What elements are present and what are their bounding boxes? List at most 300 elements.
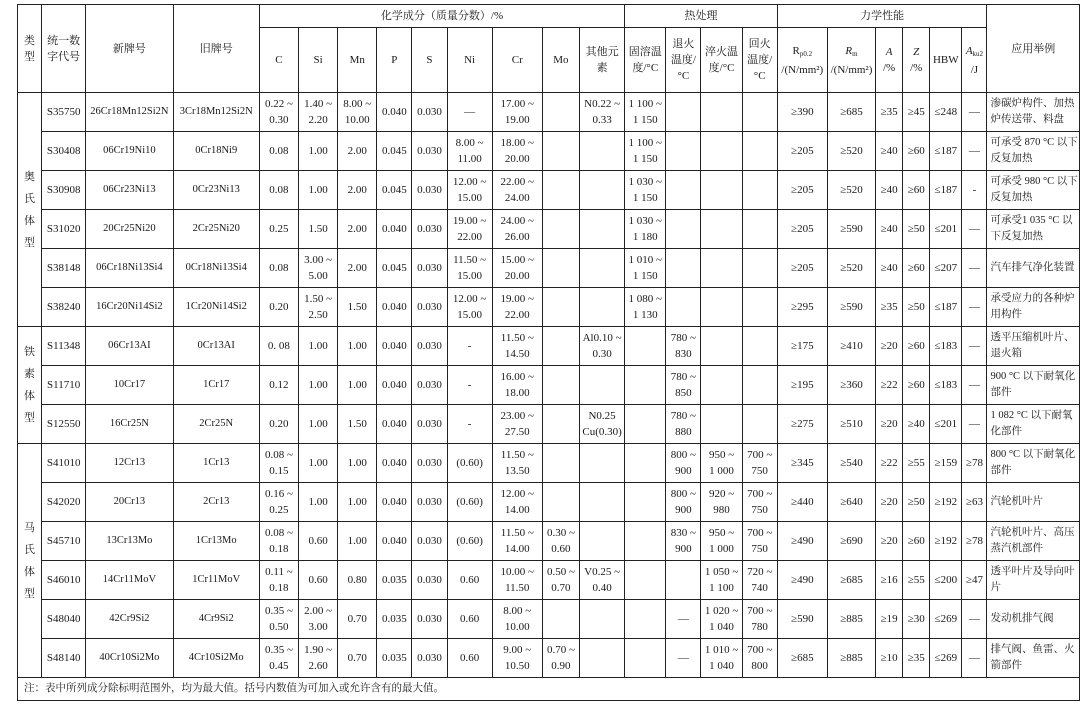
c-value: 0.16 ~ 0.25 [259,483,298,522]
hbw-value: ≤183 [930,327,962,366]
c-value: 0.22 ~ 0.30 [259,93,298,132]
other-elements-value [579,249,624,288]
steel-type-cell [18,93,42,327]
grade-code: S48140 [42,639,86,678]
s-value: 0.030 [412,288,447,327]
other-elements-value [579,366,624,405]
anneal-temp [666,210,701,249]
header-rm-symbol: R [845,44,853,57]
rm-value: ≥885 [827,639,875,678]
rp02-value: ≥275 [777,405,827,444]
rp02-value: ≥440 [777,483,827,522]
old-grade: 3Cr18Mn12Si2N [173,93,259,132]
table-row [18,561,1080,600]
mo-value [542,132,579,171]
s-value: 0.030 [412,639,447,678]
header-quench-temp: 淬火温度/°C [701,28,742,93]
anneal-temp [666,93,701,132]
p-value: 0.045 [377,132,412,171]
temper-temp: 700 ~ 800 [742,639,777,678]
cr-value: 17.00 ~ 19.00 [492,93,542,132]
other-elements-value: V0.25 ~ 0.40 [579,561,624,600]
anneal-temp: — [666,600,701,639]
rp02-value: ≥205 [777,249,827,288]
solution-temp: 1 100 ~ 1 150 [625,93,666,132]
temper-temp [742,327,777,366]
table-row [18,210,1080,249]
header-new-grade: 新牌号 [86,5,173,93]
grade-code: S45710 [42,522,86,561]
rm-value: ≥510 [827,405,875,444]
s-value: 0.030 [412,405,447,444]
mn-value: 1.00 [338,522,377,561]
header-rm [827,28,875,93]
steel-properties-document [17,4,1080,701]
mn-value: 1.50 [338,405,377,444]
temper-temp: 700 ~ 750 [742,444,777,483]
mn-value: 0.70 [338,639,377,678]
old-grade: 0Cr23Ni13 [173,171,259,210]
anneal-temp: 800 ~ 900 [666,444,701,483]
solution-temp: 1 100 ~ 1 150 [625,132,666,171]
header-solution-temp: 固溶温度/°C [625,28,666,93]
hbw-value: ≤187 [930,132,962,171]
solution-temp [625,405,666,444]
temper-temp [742,366,777,405]
c-value: 0.20 [259,288,298,327]
si-value: 1.00 [299,327,338,366]
elongation-value: ≥35 [876,288,903,327]
old-grade: 0Cr13AI [173,327,259,366]
old-grade: 1Cr13Mo [173,522,259,561]
si-value: 1.00 [299,483,338,522]
reduction-value: ≥30 [903,600,930,639]
c-value: 0.08 [259,249,298,288]
quench-temp [701,210,742,249]
c-value: 0.08 ~ 0.18 [259,522,298,561]
ni-value: (0.60) [447,483,492,522]
elongation-value: ≥20 [876,483,903,522]
rp02-value: ≥295 [777,288,827,327]
solution-temp [625,366,666,405]
old-grade: 4Cr10Si2Mo [173,639,259,678]
quench-temp: 1 050 ~ 1 100 [701,561,742,600]
rp02-value: ≥205 [777,210,827,249]
reduction-value: ≥60 [903,366,930,405]
grade-code: S42020 [42,483,86,522]
hbw-value: ≤269 [930,639,962,678]
header-type: 类型 [18,5,42,93]
grade-code: S12550 [42,405,86,444]
solution-temp [625,483,666,522]
temper-temp [742,132,777,171]
ni-value: (0.60) [447,522,492,561]
cr-value: 11.50 ~ 14.00 [492,522,542,561]
cr-value: 23.00 ~ 27.50 [492,405,542,444]
s-value: 0.030 [412,561,447,600]
ni-value: - [447,405,492,444]
rm-value: ≥685 [827,93,875,132]
anneal-temp: 830 ~ 900 [666,522,701,561]
application-text: 汽车排气净化装置 [987,249,1080,288]
header-rp02 [777,28,827,93]
si-value: 1.00 [299,171,338,210]
elongation-value: ≥40 [876,132,903,171]
p-value: 0.035 [377,600,412,639]
header-code: 统一数字代号 [42,5,86,93]
rm-value: ≥410 [827,327,875,366]
cr-value: 9.00 ~ 10.50 [492,639,542,678]
p-value: 0.040 [377,444,412,483]
header-mn: Mn [338,28,377,93]
temper-temp: 720 ~ 740 [742,561,777,600]
impact-value: — [962,210,987,249]
impact-value: ≥78 [962,444,987,483]
mn-value: 2.00 [338,210,377,249]
new-grade: 14Cr11MoV [86,561,173,600]
mo-value [542,249,579,288]
mn-value: 1.00 [338,327,377,366]
elongation-value: ≥10 [876,639,903,678]
rp02-value: ≥390 [777,93,827,132]
grade-code: S48040 [42,600,86,639]
p-value: 0.040 [377,93,412,132]
si-value: 1.50 [299,210,338,249]
old-grade: 4Cr9Si2 [173,600,259,639]
quench-temp [701,132,742,171]
old-grade: 1Cr20Ni14Si2 [173,288,259,327]
si-value: 2.00 ~ 3.00 [299,600,338,639]
hbw-value: ≥159 [930,444,962,483]
quench-temp [701,327,742,366]
application-text: 900 °C 以下耐氧化部件 [987,366,1080,405]
table-row [18,132,1080,171]
quench-temp: 950 ~ 1 000 [701,522,742,561]
anneal-temp: — [666,639,701,678]
temper-temp [742,210,777,249]
anneal-temp: 780 ~ 880 [666,405,701,444]
elongation-value: ≥35 [876,93,903,132]
quench-temp [701,249,742,288]
steel-type-char: 体 [24,565,36,578]
header-rp02-symbol: R [792,44,800,57]
steel-type-char: 体 [24,214,36,227]
table-row [18,600,1080,639]
application-text: 可承受 870 °C 以下反复加热 [987,132,1080,171]
elongation-value: ≥20 [876,405,903,444]
header-si: Si [299,28,338,93]
ni-value: 0.60 [447,639,492,678]
other-elements-value [579,132,624,171]
new-grade: 12Cr13 [86,444,173,483]
cr-value: 16.00 ~ 18.00 [492,366,542,405]
steel-type-char: 氏 [24,192,36,205]
solution-temp: 1 030 ~ 1 180 [625,210,666,249]
grade-code: S11348 [42,327,86,366]
quench-temp [701,288,742,327]
application-text: 承受应力的各种炉用构件 [987,288,1080,327]
si-value: 1.00 [299,366,338,405]
impact-value: — [962,327,987,366]
p-value: 0.040 [377,405,412,444]
mo-value [542,405,579,444]
old-grade: 1Cr11MoV [173,561,259,600]
impact-value: — [962,132,987,171]
ni-value: 12.00 ~ 15.00 [447,171,492,210]
elongation-value: ≥20 [876,327,903,366]
header-p: P [377,28,412,93]
table-row [18,639,1080,678]
si-value: 1.40 ~ 2.20 [299,93,338,132]
application-text: 汽轮机叶片 [987,483,1080,522]
new-grade: 16Cr20Ni14Si2 [86,288,173,327]
rm-value: ≥885 [827,600,875,639]
ni-value: - [447,327,492,366]
s-value: 0.030 [412,210,447,249]
c-value: 0. 08 [259,327,298,366]
anneal-temp [666,249,701,288]
s-value: 0.030 [412,171,447,210]
other-elements-value [579,522,624,561]
s-value: 0.030 [412,327,447,366]
table-row [18,405,1080,444]
application-text: 透平压缩机叶片、退火箱 [987,327,1080,366]
reduction-value: ≥50 [903,483,930,522]
header-impact-unit: /J [970,63,979,76]
header-hbw: HBW [930,28,962,93]
mo-value: 0.50 ~ 0.70 [542,561,579,600]
header-impact-symbol: A [965,44,973,57]
si-value: 0.60 [299,561,338,600]
application-text: 发动机排气阀 [987,600,1080,639]
grade-code: S30408 [42,132,86,171]
rp02-value: ≥195 [777,366,827,405]
rp02-value: ≥175 [777,327,827,366]
table-row [18,93,1080,132]
hbw-value: ≤183 [930,366,962,405]
solution-temp [625,522,666,561]
s-value: 0.030 [412,366,447,405]
other-elements-value [579,483,624,522]
steel-properties-table [17,4,1080,701]
temper-temp: 700 ~ 750 [742,483,777,522]
cr-value: 10.00 ~ 11.50 [492,561,542,600]
s-value: 0.030 [412,522,447,561]
grade-code: S11710 [42,366,86,405]
p-value: 0.045 [377,249,412,288]
cr-value: 8.00 ~ 10.00 [492,600,542,639]
elongation-value: ≥19 [876,600,903,639]
solution-temp: 1 010 ~ 1 150 [625,249,666,288]
header-other-elements: 其他元素 [579,28,624,93]
p-value: 0.040 [377,288,412,327]
header-rp02-unit: /(N/mm²) [781,63,824,76]
new-grade: 20Cr13 [86,483,173,522]
application-text: 可承受1 035 °C 以下反复加热 [987,210,1080,249]
reduction-value: ≥50 [903,288,930,327]
mn-value: 1.50 [338,288,377,327]
mn-value: 2.00 [338,249,377,288]
solution-temp [625,327,666,366]
application-text: 排气阀、鱼雷、火箭部件 [987,639,1080,678]
s-value: 0.030 [412,600,447,639]
old-grade: 0Cr18Ni9 [173,132,259,171]
reduction-value: ≥60 [903,132,930,171]
other-elements-value [579,288,624,327]
c-value: 0.08 [259,171,298,210]
cr-value: 15.00 ~ 20.00 [492,249,542,288]
steel-type-char: 氏 [24,543,36,556]
cr-value: 12.00 ~ 14.00 [492,483,542,522]
mo-value [542,327,579,366]
anneal-temp: 800 ~ 900 [666,483,701,522]
elongation-value: ≥40 [876,249,903,288]
steel-type-char: 素 [24,368,36,380]
cr-value: 11.50 ~ 13.50 [492,444,542,483]
mn-value: 1.00 [338,444,377,483]
reduction-value: ≥60 [903,327,930,366]
new-grade: 06Cr23Ni13 [86,171,173,210]
quench-temp: 1 010 ~ 1 040 [701,639,742,678]
header-s: S [412,28,447,93]
ni-value: — [447,93,492,132]
other-elements-value: N0.22 ~ 0.33 [579,93,624,132]
header-elongation-unit: /% [883,62,896,74]
table-row [18,171,1080,210]
temper-temp [742,288,777,327]
reduction-value: ≥50 [903,210,930,249]
mo-value [542,93,579,132]
impact-value: ≥78 [962,522,987,561]
new-grade: 13Cr13Mo [86,522,173,561]
hbw-value: ≤207 [930,249,962,288]
table-row [18,444,1080,483]
p-value: 0.040 [377,366,412,405]
impact-value: — [962,93,987,132]
other-elements-value [579,210,624,249]
cr-value: 24.00 ~ 26.00 [492,210,542,249]
new-grade: 06Cr19Ni10 [86,132,173,171]
si-value: 1.50 ~ 2.50 [299,288,338,327]
quench-temp: 950 ~ 1 000 [701,444,742,483]
si-value: 3.00 ~ 5.00 [299,249,338,288]
hbw-value: ≤269 [930,600,962,639]
p-value: 0.035 [377,639,412,678]
reduction-value: ≥45 [903,93,930,132]
impact-value: - [962,171,987,210]
steel-type-char: 奥 [24,170,36,183]
table-note: 注：表中所列成分除标明范围外，均为最大值。括号内数值为可加入或允许含有的最大值。 [18,678,1080,701]
elongation-value: ≥22 [876,366,903,405]
grade-code: S41010 [42,444,86,483]
header-ni: Ni [447,28,492,93]
c-value: 0.11 ~ 0.18 [259,561,298,600]
header-old-grade: 旧牌号 [173,5,259,93]
rm-value: ≥685 [827,561,875,600]
ni-value: 11.50 ~ 15.00 [447,249,492,288]
steel-type-char: 体 [24,390,36,402]
quench-temp: 920 ~ 980 [701,483,742,522]
c-value: 0.35 ~ 0.45 [259,639,298,678]
application-text: 汽轮机叶片、高压蒸汽机部件 [987,522,1080,561]
mo-value: 0.30 ~ 0.60 [542,522,579,561]
hbw-value: ≤200 [930,561,962,600]
new-grade: 10Cr17 [86,366,173,405]
anneal-temp [666,132,701,171]
header-rm-unit: /(N/mm²) [830,63,873,76]
impact-value: — [962,366,987,405]
mo-value [542,288,579,327]
application-text: 800 °C 以下耐氧化部件 [987,444,1080,483]
header-mechanical-group: 力学性能 [777,5,987,28]
grade-code: S35750 [42,93,86,132]
mo-value: 0.70 ~ 0.90 [542,639,579,678]
table-row [18,288,1080,327]
cr-value: 18.00 ~ 20.00 [492,132,542,171]
grade-code: S46010 [42,561,86,600]
impact-value: — [962,600,987,639]
anneal-temp [666,171,701,210]
solution-temp [625,600,666,639]
mo-value [542,171,579,210]
rp02-value: ≥345 [777,444,827,483]
mo-value [542,366,579,405]
cr-value: 19.00 ~ 22.00 [492,288,542,327]
quench-temp [701,93,742,132]
old-grade: 2Cr13 [173,483,259,522]
other-elements-value: Al0.10 ~ 0.30 [579,327,624,366]
header-anneal-temp: 退火温度/°C [666,28,701,93]
ni-value: - [447,366,492,405]
mo-value [542,600,579,639]
c-value: 0.25 [259,210,298,249]
reduction-value: ≥60 [903,522,930,561]
header-mo: Mo [542,28,579,93]
old-grade: 1Cr13 [173,444,259,483]
reduction-value: ≥60 [903,249,930,288]
c-value: 0.08 [259,132,298,171]
cr-value: 11.50 ~ 14.50 [492,327,542,366]
ni-value: 8.00 ~ 11.00 [447,132,492,171]
header-heat-treatment-group: 热处理 [625,5,778,28]
application-text: 可承受 980 °C 以下反复加热 [987,171,1080,210]
hbw-value: ≤248 [930,93,962,132]
si-value: 1.00 [299,132,338,171]
table-row [18,249,1080,288]
anneal-temp [666,561,701,600]
impact-value: ≥47 [962,561,987,600]
solution-temp [625,561,666,600]
s-value: 0.030 [412,444,447,483]
old-grade: 0Cr18Ni13Si4 [173,249,259,288]
table-row [18,327,1080,366]
hbw-value: ≤187 [930,288,962,327]
si-value: 1.00 [299,405,338,444]
c-value: 0.08 ~ 0.15 [259,444,298,483]
impact-value: — [962,288,987,327]
reduction-value: ≥40 [903,405,930,444]
rp02-value: ≥490 [777,522,827,561]
impact-value: — [962,249,987,288]
si-value: 1.90 ~ 2.60 [299,639,338,678]
p-value: 0.045 [377,171,412,210]
header-reduction [903,28,930,93]
elongation-value: ≥20 [876,522,903,561]
header-temper-temp: 回火温度/°C [742,28,777,93]
rm-value: ≥360 [827,366,875,405]
rm-value: ≥520 [827,249,875,288]
c-value: 0.35 ~ 0.50 [259,600,298,639]
